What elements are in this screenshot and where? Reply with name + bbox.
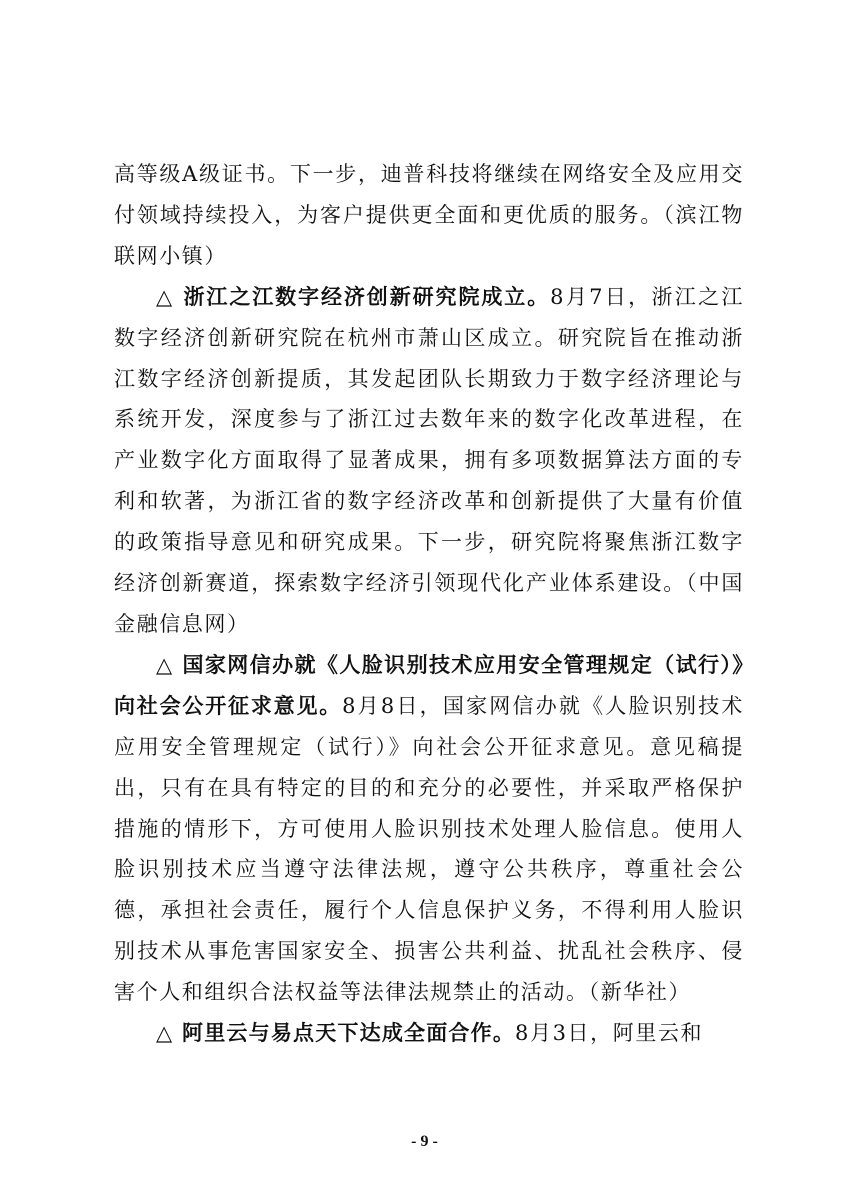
news-item [114, 1013, 744, 1054]
news-headline: 阿里云与易点天下达成全面合作。 [182, 1021, 516, 1046]
news-body: 8月8日，国家网信办就《人脸识别技术应用安全管理规定（试行）》向社会公开征求意见。意见稿提出，只有在具有特定的目的和充分的必要性，并采取严格保护措施的情形下，方可使用人脸识别技术处理人脸信息。使用人脸识别技术应当遵守法律法规，遵守公共秩序，尊重社会公德，承担社会责任，履行个人信息保护义务，不得利用人脸识别技术从事危害国家安全、损害公共利益、扰乱社会秩序、侵害个人和组织合法权益等法律法规禁止的活动。（新华社） [114, 693, 744, 1005]
news-item [114, 277, 744, 645]
news-item [114, 645, 744, 1013]
paragraph-body: 高等级A级证书。下一步，迪普科技将继续在网络安全及应用交付领域持续投入，为客户提供更全面和更优质的服务。（滨江物联网小镇） [114, 162, 744, 268]
document-body [114, 154, 744, 1054]
news-body: 8月7日，浙江之江数字经济创新研究院在杭州市萧山区成立。研究院旨在推动浙江数字经济创新提质，其发起团队长期致力于数字经济理论与系统开发，深度参与了浙江过去数年来的数字化改革进程，在产业数字化方面取得了显著成果，拥有多项数据算法方面的专利和软著，为浙江省的数字经济改革和创新提供了大量有价值的政策指导意见和研究成果。下一步，研究院将聚焦浙江数字经济创新赛道，探索数字经济引领现代化产业体系建设。（中国金融信息网） [114, 284, 744, 636]
triangle-marker-icon: △ [156, 284, 184, 309]
news-body: 8月3日，阿里云和 [515, 1021, 704, 1046]
news-headline: 浙江之江数字经济创新研究院成立。 [183, 284, 551, 309]
triangle-marker-icon: △ [156, 652, 183, 677]
news-headline: 国家网信办就《人脸识别技术应用安全管理规定（试行）》向社会公开征求意见。 [114, 652, 744, 718]
triangle-marker-icon: △ [156, 1021, 183, 1046]
paragraph-continuation [114, 154, 744, 277]
page-number: - 9 - [411, 1133, 438, 1150]
